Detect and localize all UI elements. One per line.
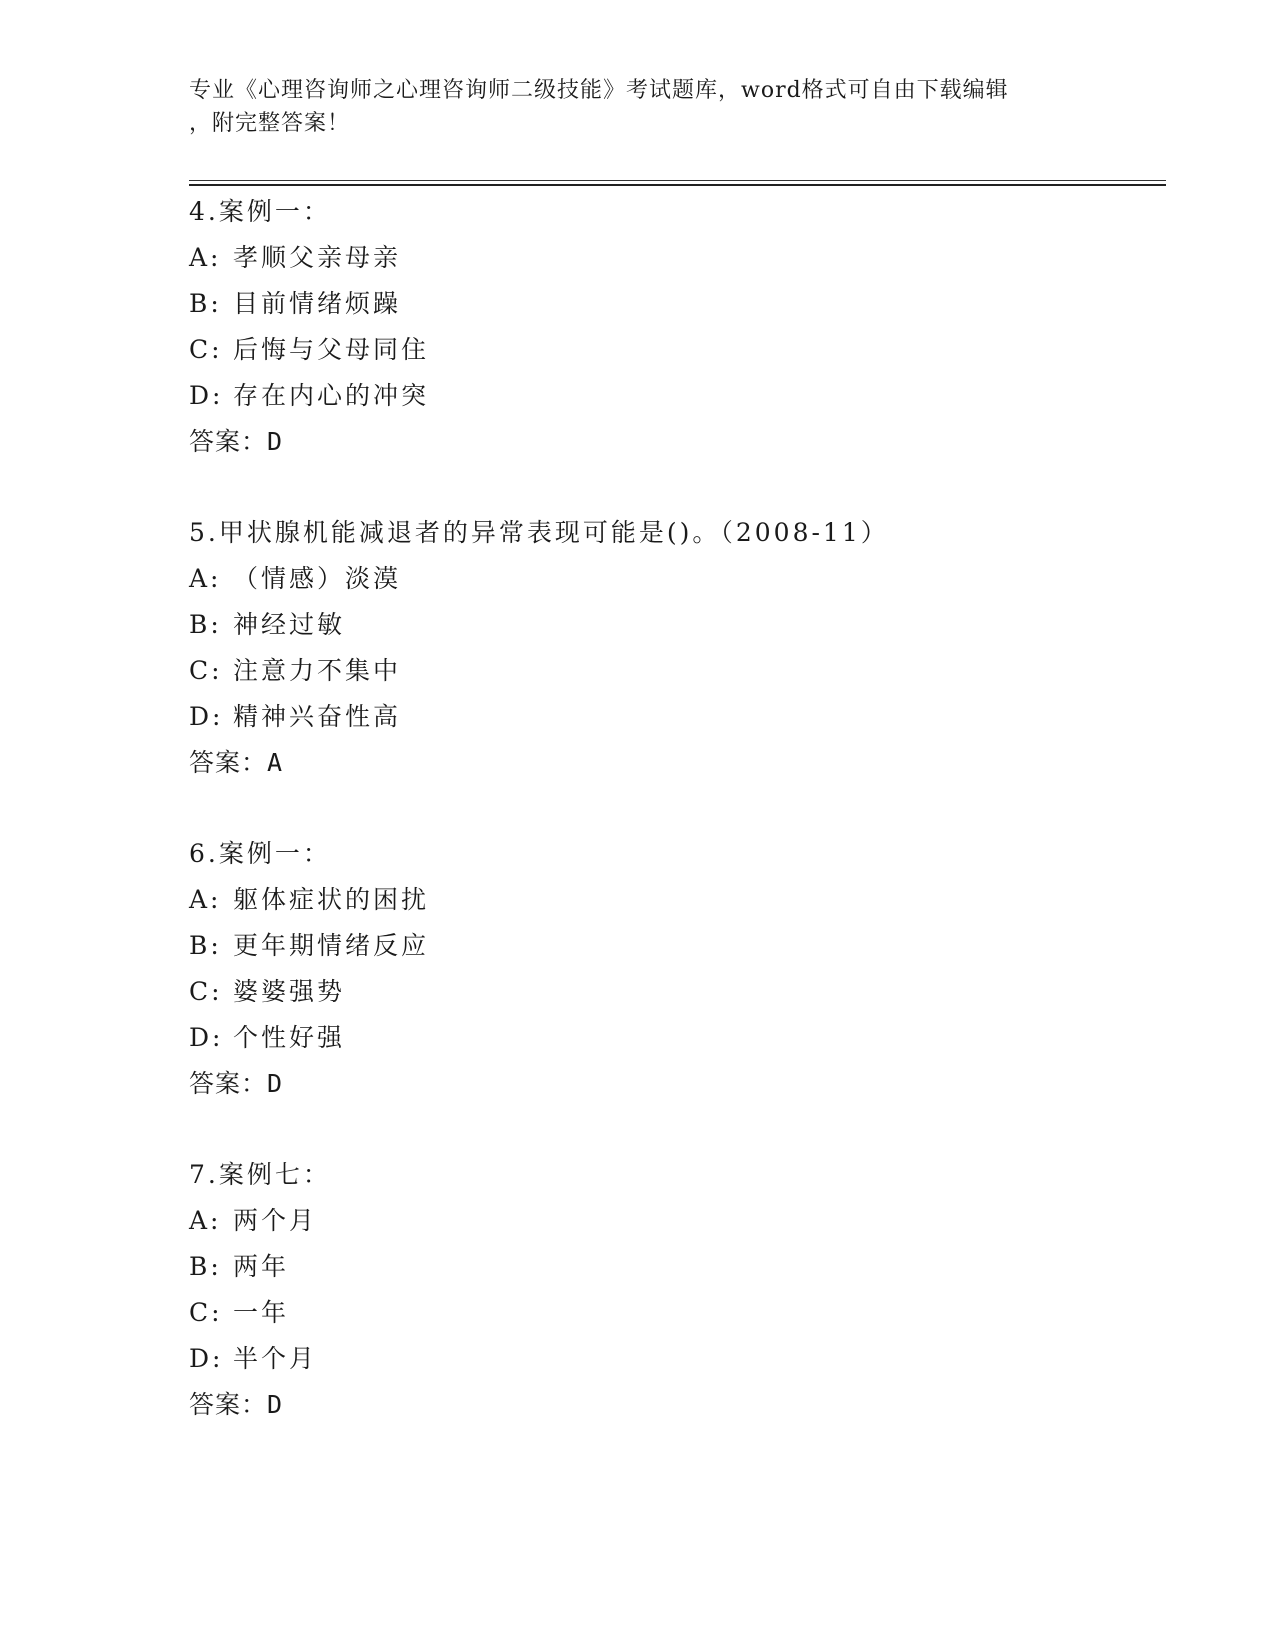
answer-value: A	[267, 748, 284, 777]
answer-label: 答案：	[189, 1069, 268, 1098]
option-text: 更年期情绪反应	[233, 931, 430, 960]
header-title-line: 专业《心理咨询师之心理咨询师二级技能》考试题库，word格式可自由下载编辑	[189, 78, 1009, 103]
option-text: 半个月	[233, 1344, 318, 1373]
option-a	[189, 1198, 1169, 1244]
option-b	[189, 1244, 1169, 1290]
option-a	[189, 877, 1169, 923]
option-label: D:	[189, 702, 224, 731]
option-d	[189, 1015, 1169, 1061]
option-label: D:	[189, 1344, 224, 1373]
option-a	[189, 556, 1169, 602]
option-c	[189, 969, 1169, 1015]
option-label: A:	[189, 564, 222, 593]
question-stem: 5.甲状腺机能减退者的异常表现可能是()。（2008-11）	[189, 518, 889, 547]
answer-line	[189, 419, 1169, 465]
answer-label: 答案：	[189, 1390, 268, 1419]
option-b	[189, 281, 1169, 327]
option-label: B:	[189, 289, 222, 318]
option-text: 两个月	[233, 1206, 318, 1235]
option-label: A:	[189, 885, 222, 914]
option-text: 孝顺父亲母亲	[233, 243, 402, 272]
option-label: C:	[189, 335, 223, 364]
option-b	[189, 923, 1169, 969]
option-label: D:	[189, 381, 224, 410]
option-label: C:	[189, 977, 223, 1006]
question-stem: 7.案例七：	[189, 1160, 331, 1189]
question-block	[189, 1152, 1169, 1428]
option-text: 目前情绪烦躁	[233, 289, 402, 318]
option-d	[189, 694, 1169, 740]
answer-line	[189, 1061, 1169, 1107]
option-text: 躯体症状的困扰	[233, 885, 430, 914]
option-text: 神经过敏	[233, 610, 346, 639]
option-d	[189, 373, 1169, 419]
option-label: C:	[189, 656, 223, 685]
option-label: A:	[189, 243, 222, 272]
option-c	[189, 327, 1169, 373]
option-text: 个性好强	[233, 1023, 346, 1052]
answer-line	[189, 740, 1169, 786]
option-c	[189, 1290, 1169, 1336]
option-a	[189, 235, 1169, 281]
question-block	[189, 831, 1169, 1107]
option-text: 存在内心的冲突	[233, 381, 430, 410]
option-label: B:	[189, 610, 222, 639]
option-b	[189, 602, 1169, 648]
answer-value: D	[267, 427, 284, 456]
question-block	[189, 189, 1169, 465]
option-d	[189, 1336, 1169, 1382]
header-subtitle-line: ，附完整答案！	[189, 111, 351, 136]
option-label: A:	[189, 1206, 222, 1235]
document-header	[189, 74, 1089, 140]
option-label: B:	[189, 931, 222, 960]
option-text: 一年	[233, 1298, 290, 1327]
option-label: B:	[189, 1252, 222, 1281]
answer-label: 答案：	[189, 427, 268, 456]
header-divider-top	[189, 180, 1166, 181]
question-stem: 6.案例一：	[189, 839, 331, 868]
question-block	[189, 510, 1169, 786]
answer-line	[189, 1382, 1169, 1428]
option-text: 后悔与父母同住	[233, 335, 430, 364]
option-label: D:	[189, 1023, 224, 1052]
header-divider-bottom	[189, 184, 1166, 186]
answer-value: D	[267, 1390, 284, 1419]
question-stem: 4.案例一：	[189, 197, 331, 226]
option-text: 注意力不集中	[233, 656, 402, 685]
option-label: C:	[189, 1298, 223, 1327]
option-c	[189, 648, 1169, 694]
answer-value: D	[267, 1069, 284, 1098]
option-text: （情感）淡漠	[233, 564, 402, 593]
option-text: 婆婆强势	[233, 977, 346, 1006]
answer-label: 答案：	[189, 748, 268, 777]
option-text: 两年	[233, 1252, 290, 1281]
option-text: 精神兴奋性高	[233, 702, 402, 731]
